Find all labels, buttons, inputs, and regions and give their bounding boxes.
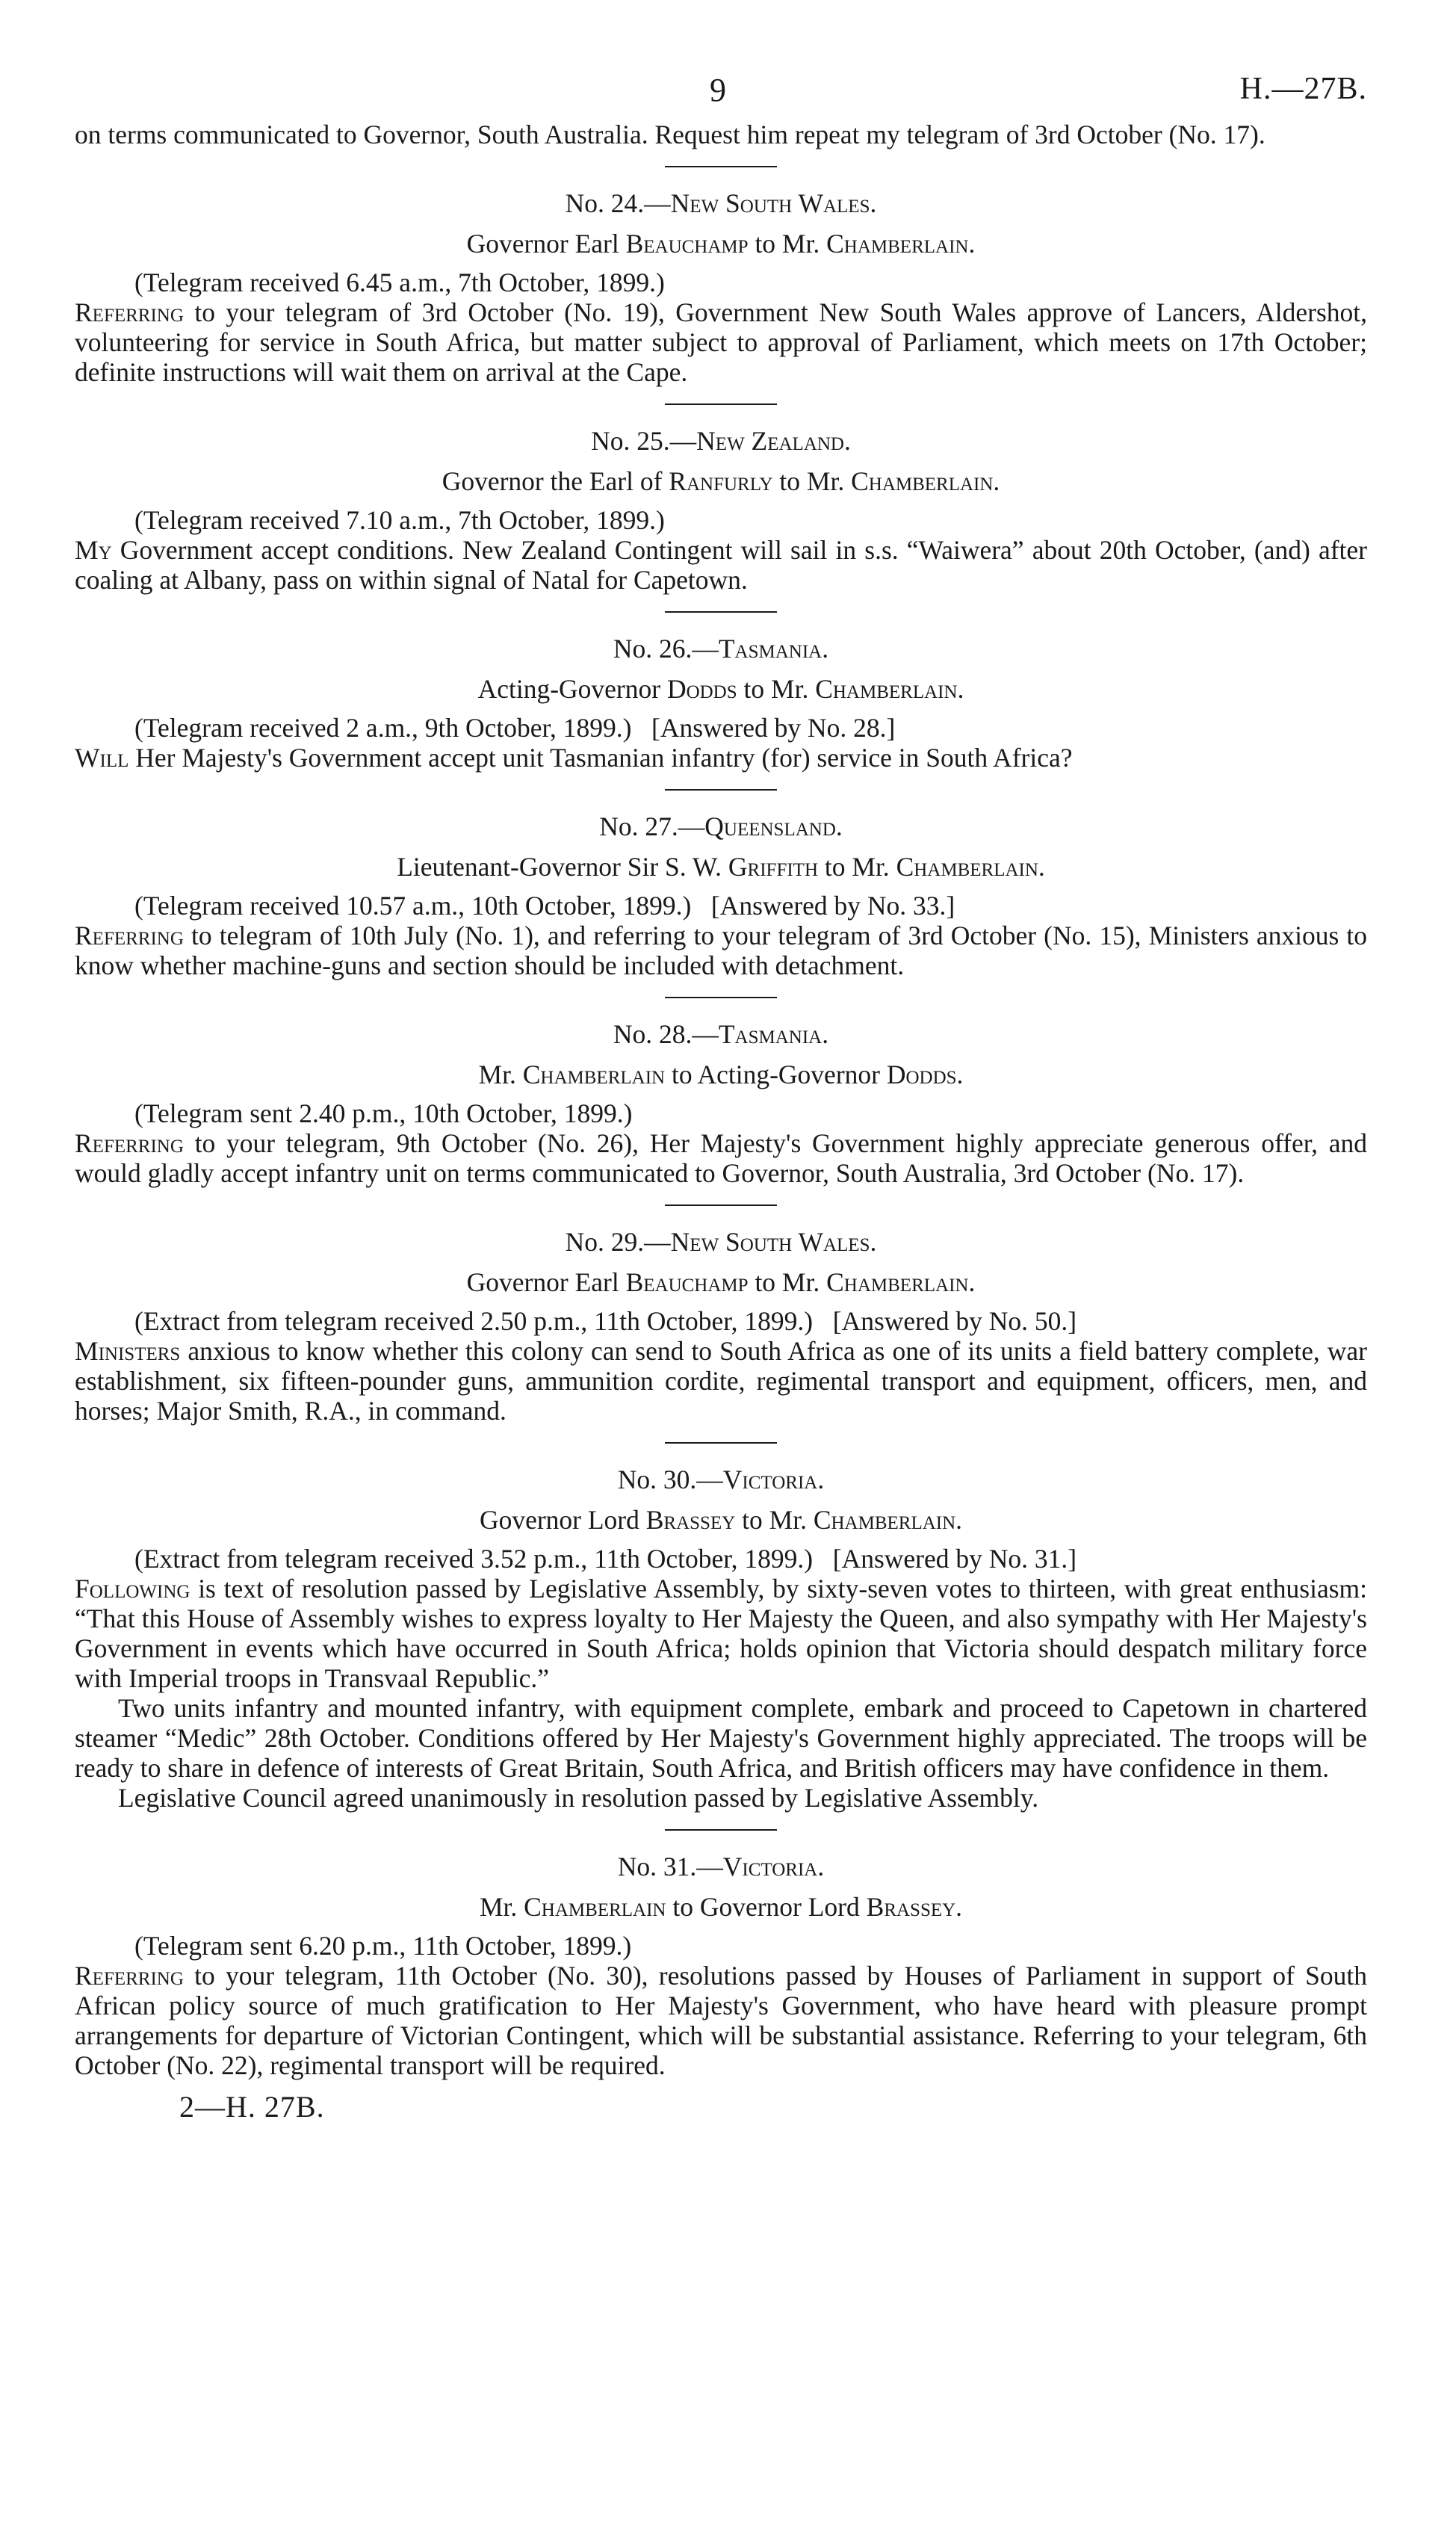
recipient-title: to Mr. <box>755 229 820 259</box>
entry-place: Victoria. <box>722 1852 825 1881</box>
recipient-name: Chamberlain. <box>826 229 976 259</box>
sender-name: Dodds <box>666 674 737 704</box>
telegram-body-continued: Legislative Council agreed unanimously in resolution passed by Legislative Assembly. <box>118 1783 1039 1813</box>
lead-word: Ministers <box>75 1336 181 1366</box>
sender-name: Beauchamp <box>625 229 749 259</box>
sender-title: Governor the Earl of <box>442 466 663 496</box>
section-divider <box>665 611 777 613</box>
entry-number: No. 27.— <box>599 811 705 841</box>
entry-correspondents <box>75 1505 1367 1535</box>
entry-place: Victoria. <box>722 1465 825 1494</box>
lead-word: Referring <box>75 921 184 950</box>
lead-word: Following <box>75 1574 190 1604</box>
recipient-name: Brassey. <box>866 1892 963 1922</box>
telegram-body <box>75 535 1367 595</box>
sender-name: Ranfurly <box>669 466 773 496</box>
recipient-title: to Mr. <box>779 466 845 496</box>
sender-title: Mr. <box>479 1892 518 1922</box>
recipient-title: to Mr. <box>742 1505 807 1535</box>
lead-word: Referring <box>75 1128 184 1158</box>
entry-heading <box>75 811 1367 841</box>
body-text: anxious to know whether this colony can send to South Africa as one of its units a field battery complete, war establishment, six fifteen-pounder guns, ammunition cordite, regimental transport and equipment, officers, men, and horses; Major Smith, R.A., in command. <box>75 1336 1367 1426</box>
sender-title: Governor Earl <box>466 229 619 259</box>
sender-name: Beauchamp <box>625 1267 749 1297</box>
entry-heading <box>75 1852 1367 1881</box>
entry-place: New South Wales. <box>670 188 877 218</box>
recipient-name: Chamberlain. <box>851 466 1000 496</box>
sender-name: Chamberlain <box>522 1060 666 1089</box>
body-text: to telegram of 10th July (No. 1), and referring to your telegram of 3rd October (No. 15), Ministers anxious to know whether machine-guns and section should be included with detachment. <box>75 921 1367 980</box>
page-header <box>75 0 1367 120</box>
section-divider <box>665 997 777 998</box>
entry-correspondents <box>75 1267 1367 1297</box>
entry-heading <box>75 1019 1367 1049</box>
entry-place: Queensland. <box>704 811 843 841</box>
entry-number: No. 24.— <box>565 188 671 218</box>
entry-number: No. 31.— <box>617 1852 723 1881</box>
entry-correspondents <box>75 852 1367 882</box>
entry-heading <box>75 426 1367 456</box>
lead-word: Will <box>75 743 129 773</box>
sender-title: Acting-Governor <box>477 674 661 704</box>
body-text: Her Majesty's Government accept unit Tasmanian infantry (for) service in South Africa? <box>135 743 1073 773</box>
telegram-meta: (Extract from telegram received 2.50 p.m., 11th October, 1899.) [Answered by No. 50.] <box>134 1306 1077 1336</box>
sender-title: Lieutenant-Governor Sir S. W. <box>397 852 722 882</box>
entry-heading <box>75 1465 1367 1494</box>
entry-correspondents <box>75 229 1367 259</box>
telegram-body <box>75 1336 1367 1426</box>
entry-number: No. 30.— <box>617 1465 723 1494</box>
lead-word: My <box>75 535 112 565</box>
sender-name: Brassey <box>645 1505 736 1535</box>
telegram-entry <box>75 611 1367 773</box>
telegram-entry <box>75 1829 1367 2080</box>
entry-correspondents <box>75 1060 1367 1089</box>
telegram-entry <box>75 166 1367 387</box>
telegram-body <box>75 297 1367 387</box>
recipient-title: to Mr. <box>743 674 809 704</box>
recipient-title: to Mr. <box>755 1267 820 1297</box>
page-number: 9 <box>710 72 726 108</box>
telegram-meta: (Telegram received 6.45 a.m., 7th October, 1899.) <box>134 268 665 297</box>
sender-title: Governor Lord <box>479 1505 639 1535</box>
telegram-entry <box>75 1442 1367 1813</box>
sender-name: Chamberlain <box>524 1892 666 1922</box>
recipient-name: Chamberlain. <box>826 1267 976 1297</box>
entry-heading <box>75 1227 1367 1257</box>
signature-mark: 2—H. 27B. <box>179 2090 325 2124</box>
lead-word: Referring <box>75 1961 184 1991</box>
telegram-meta: (Telegram received 2 a.m., 9th October, 1899.) [Answered by No. 28.] <box>134 713 896 743</box>
entry-number: No. 28.— <box>613 1019 719 1049</box>
entry-place: Tasmania. <box>718 634 829 664</box>
document-reference: H.—27B. <box>1239 72 1367 106</box>
telegram-body <box>75 1961 1367 2080</box>
entry-number: No. 29.— <box>565 1227 671 1257</box>
sender-name: Griffith <box>728 852 819 882</box>
recipient-title: to Acting-Governor <box>671 1060 880 1089</box>
sender-title: Mr. <box>478 1060 516 1089</box>
body-text: to your telegram, 9th October (No. 26), Her Majesty's Government highly appreciate generous offer, and would gladly accept infantry unit on terms communicated to Governor, South Australia, 3rd October (No. 17). <box>75 1128 1368 1188</box>
telegram-body-continued: Two units infantry and mounted infantry, with equipment complete, embark and proceed to Capetown in chartered steamer “Medic” 28th October. Conditions offered by Her Majesty's Government highly appreciated. The troops will be ready to share in defence of interests of Great Britain, South Africa, and British officers may have confidence in them. <box>75 1693 1367 1783</box>
sender-title: Governor Earl <box>466 1267 619 1297</box>
section-divider <box>665 403 777 405</box>
section-divider <box>665 1204 777 1206</box>
entry-correspondents <box>75 674 1367 704</box>
entry-place: New Zealand. <box>696 426 851 456</box>
entry-number: No. 25.— <box>591 426 697 456</box>
entry-correspondents <box>75 1892 1367 1922</box>
body-text: Government accept conditions. New Zealand Contingent will sail in s.s. “Waiwera” about 20th October, (and) after coaling at Albany, pass on within signal of Natal for Capetown. <box>75 535 1367 595</box>
body-text: is text of resolution passed by Legislative Assembly, by sixty-seven votes to thirteen, with great enthusiasm: “That this House of Assembly wishes to express loyalty to Her Majesty the Queen, and also sympathy with Her Majesty's Government in events which have occurred in South Africa; holds opinion that Victoria should despatch military force with Imperial troops in Transvaal Republic.” <box>75 1574 1368 1693</box>
telegram-entry <box>75 997 1367 1188</box>
recipient-title: to Governor Lord <box>672 1892 860 1922</box>
telegram-body <box>75 1128 1367 1188</box>
telegram-list <box>75 166 1367 2080</box>
telegram-entry <box>75 789 1367 980</box>
page-content <box>75 0 1367 2124</box>
recipient-name: Chamberlain. <box>896 852 1045 882</box>
telegram-body <box>75 1574 1367 1693</box>
entry-place: Tasmania. <box>718 1019 829 1049</box>
entry-heading <box>75 634 1367 664</box>
telegram-meta: (Telegram sent 6.20 p.m., 11th October, 1899.) <box>134 1931 632 1961</box>
telegram-meta: (Telegram sent 2.40 p.m., 10th October, 1899.) <box>134 1098 633 1128</box>
entry-number: No. 26.— <box>613 634 719 664</box>
recipient-title: to Mr. <box>824 852 890 882</box>
telegram-body <box>75 921 1367 980</box>
lead-word: Referring <box>75 297 184 327</box>
intro-paragraph: on terms communicated to Governor, South Australia. Request him repeat my telegram of 3rd October (No. 17). <box>75 120 1266 149</box>
section-divider <box>665 789 777 791</box>
telegram-meta: (Telegram received 7.10 a.m., 7th October, 1899.) <box>134 505 665 535</box>
recipient-name: Dodds. <box>886 1060 964 1089</box>
recipient-name: Chamberlain. <box>815 674 964 704</box>
entry-correspondents <box>75 466 1367 496</box>
section-divider <box>665 166 777 167</box>
body-text: to your telegram, 11th October (No. 30), resolutions passed by Houses of Parliament in support of South African policy source of much gratification to Her Majesty's Government, who have heard with pleasure prompt arrangements for departure of Victorian Contingent, which will be substantial assistance. Referring to your telegram, 6th October (No. 22), regimental transport will be required. <box>75 1961 1367 2080</box>
telegram-body <box>75 743 1367 773</box>
section-divider <box>665 1829 777 1831</box>
recipient-name: Chamberlain. <box>813 1505 963 1535</box>
telegram-entry <box>75 403 1367 595</box>
entry-heading <box>75 188 1367 218</box>
body-text: to your telegram of 3rd October (No. 19), Government New South Wales approve of Lancers, Aldershot, volunteering for service in South Africa, but matter subject to approval of Parliament, which meets on 17th October; definite instructions will wait them on arrival at the Cape. <box>75 297 1367 387</box>
telegram-entry <box>75 1204 1367 1426</box>
telegram-meta: (Telegram received 10.57 a.m., 10th October, 1899.) [Answered by No. 33.] <box>134 891 955 921</box>
entry-place: New South Wales. <box>670 1227 877 1257</box>
telegram-meta: (Extract from telegram received 3.52 p.m., 11th October, 1899.) [Answered by No. 31.] <box>134 1544 1077 1574</box>
section-divider <box>665 1442 777 1444</box>
